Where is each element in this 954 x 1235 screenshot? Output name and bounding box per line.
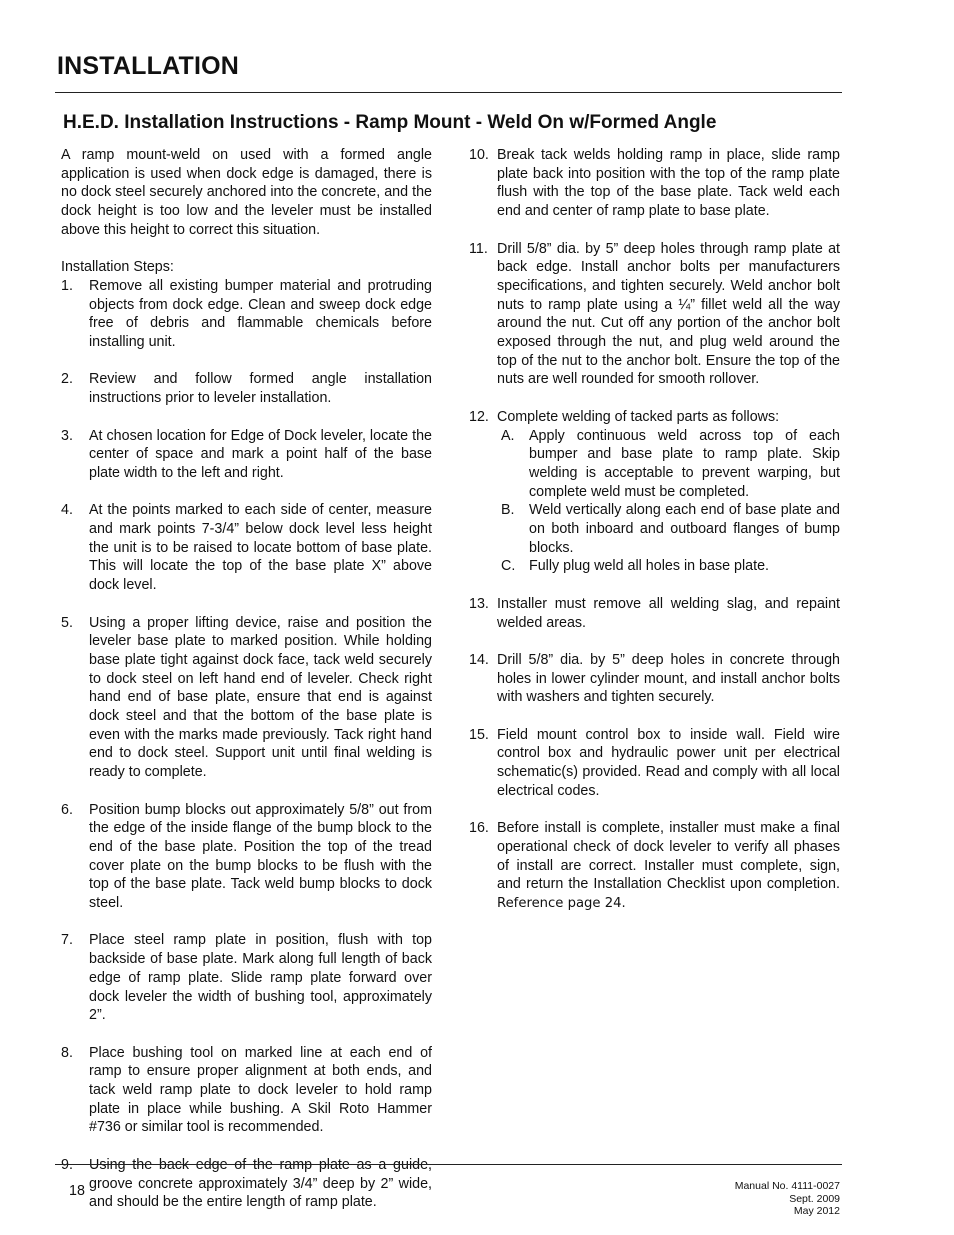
step-number: 7. [61,932,73,949]
step-text: Using the back edge of the ramp plate as a guide, groove concrete approximately 3/4” deep by 2” wide, and should be the entire length of ramp plate. [89,1156,432,1211]
sub-step-letter: A. [501,427,515,444]
left-column [61,146,432,1212]
step-6 [61,801,432,913]
sub-step-list [497,427,840,577]
step-text: Place steel ramp plate in position, flush with top backside of base plate. Mark along full length of back edge of ramp plate. Slide ramp plate forward over dock leveler the width of bushing tool, approximately 2”. [89,932,432,1024]
step-4 [61,501,432,595]
step-text: Break tack welds holding ramp in place, slide ramp plate back into position with the top of the ramp plate flush with the top of the base plate. Tack weld each end and center of ramp plate to base plate. [497,147,840,220]
page-reference: Reference page 24. [497,896,626,912]
step-14 [469,651,840,707]
step-text: Before install is complete, installer must make a final operational check of dock leveler to verify all phases of install are correct. Installer must complete, sign, and return the Installation Checklist upon completion. [497,820,840,893]
sub-step-a [497,427,840,502]
sub-step-letter: C. [501,558,516,575]
step-3 [61,427,432,483]
step-2 [61,370,432,407]
step-16 [469,819,840,914]
step-1 [61,277,432,352]
footer-divider [55,1164,842,1165]
step-number: 13. [469,595,489,612]
step-8 [61,1044,432,1138]
step-number: 16. [469,820,489,837]
header-divider [55,92,842,93]
step-number: 10. [469,147,489,163]
step-number: 8. [61,1044,73,1061]
step-text: Position bump blocks out approximately 5/8” out from the edge of the inside flange of the bump block to the end of the base plate. Position the top of the tread cover plate on the bump blocks to be flush with the top of the base plate. Tack weld bump blocks to dock steel. [89,801,432,912]
page-number: 18 [69,1183,85,1199]
step-number: 11. [469,240,488,257]
step-number: 3. [61,427,73,444]
step-text: Remove all existing bumper material and protruding objects from dock edge. Clean and sweep dock edge free of debris and flammable chemicals before installing unit. [89,277,432,351]
step-text: At the points marked to each side of center, measure and mark points 7-3/4” below dock level less height the unit is to be raised to locate bottom of base plate. This will locate the top of the base plate X” above dock level. [89,502,432,594]
step-number: 4. [61,502,73,519]
steps-label: Installation Steps: [61,259,174,276]
step-text: Review and follow formed angle installation instructions prior to leveler installation. [89,371,432,407]
sub-step-text: Apply continuous weld across top of each bumper and base plate to ramp plate. Skip welding is acceptable to prevent warping, but complete weld must be completed. [529,427,840,500]
manual-date-revised: May 2012 [793,1205,840,1217]
step-7 [61,931,432,1025]
step-12 [469,408,840,576]
sub-step-c [497,557,840,576]
step-number: 15. [469,726,489,743]
page-header-title: INSTALLATION [57,52,240,80]
step-text: Field mount control box to inside wall. Field wire control box and hydraulic power unit per electrical schematic(s) provided. Read and comply with all local electrical codes. [497,726,840,799]
step-number: 2. [61,371,73,388]
step-10 [469,146,840,221]
step-number: 9. [61,1156,73,1173]
step-number: 5. [61,614,73,631]
step-text: Installer must remove all welding slag, and repaint welded areas. [497,595,840,631]
section-title: H.E.D. Installation Instructions - Ramp Mount - Weld On w/Formed Angle [63,112,717,133]
step-number: 12. [469,408,489,425]
step-number: 6. [61,801,73,818]
step-number: 1. [61,277,73,294]
step-13 [469,595,840,632]
manual-info [735,1180,840,1218]
manual-date-original: Sept. 2009 [789,1192,840,1205]
step-5 [61,614,432,782]
step-text: Place bushing tool on marked line at each end of ramp to ensure proper alignment at both ends, and tack weld ramp plate to dock leveler to hold ramp plate in place while bushing. A Skil Roto Hammer #736 or similar tool is recommended. [89,1044,432,1136]
step-text: Using a proper lifting device, raise and position the leveler base plate to marked position. While holding base plate tight against dock face, tack weld securely to dock steel on left hand end of leveler. Check right hand end of base plate, ensure that end is against dock steel and that the bottom of the base plate is even with the marks made previously. Tack right hand end to dock steel. Support unit until final welding is ready to complete. [89,614,432,781]
step-text: At chosen location for Edge of Dock leveler, locate the center of space and mark a point half of the base plate width to the left and right. [89,427,432,481]
sub-step-text: Weld vertically along each end of base plate and on both inboard and outboard flanges of bump blocks. [529,502,840,556]
step-text: Drill 5/8” dia. by 5” deep holes through ramp plate at back edge. Install anchor bolts per manufacturers specifications, and tighten securely. Weld anchor bolt nuts to ramp plate using a ¼” fillet weld all the way around the nut. Cut off any portion of the anchor bolt exposed through the nut, and plug weld around the top of the nut to the anchor bolt. Ensure the top of the nuts are well rounded for smooth rollover. [497,240,840,388]
sub-step-text: Fully plug weld all holes in base plate. [529,558,770,575]
sub-step-letter: B. [501,502,515,519]
step-text: Drill 5/8” dia. by 5” deep holes in concrete through holes in lower cylinder mount, and install anchor bolts with washers and tighten securely. [497,651,840,706]
step-15 [469,726,840,801]
manual-number: Manual No. 4111-0027 [734,1180,840,1192]
right-column [469,146,840,914]
sub-step-b [497,501,840,557]
intro-paragraph: A ramp mount-weld on used with a formed angle application is used when dock edge is damaged, there is no dock steel securely anchored into the concrete, and the dock height is too low and the leveler must be installed above this height to correct this situation. [61,147,432,238]
step-number: 14. [469,651,489,668]
step-11 [469,240,840,390]
step-text: Complete welding of tacked parts as follows: [497,408,780,425]
